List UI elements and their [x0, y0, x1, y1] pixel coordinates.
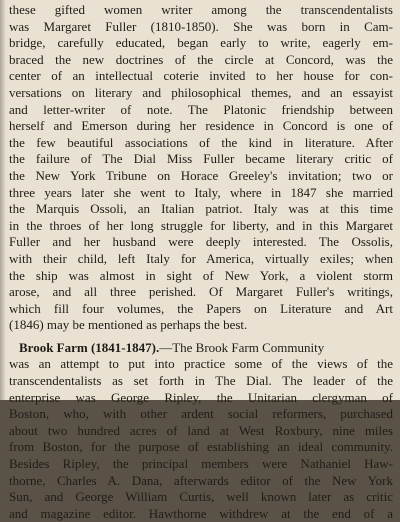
text-line: about two hundred acres of land at West Roxbury, nine miles [9, 422, 393, 438]
text-line: the few beautiful associations of the kind in literature. After [9, 134, 393, 150]
text-line: was an attempt to put into practice some of the views of the [9, 356, 393, 372]
text-line: transcendentalists as set forth in The Dial. The leader of the [9, 373, 393, 389]
text-line: Fuller and her husband were deeply interested. The Ossolis, [9, 234, 393, 250]
text-line: versations on literary and philosophical themes, and an essayist [9, 84, 393, 100]
text-line: the Marquis Ossoli, an Italian patriot. Italy was at this time [9, 201, 393, 217]
text-line: the New York Tribune on Horace Greeley's invitation; two or [9, 167, 393, 183]
text-line: these gifted women writer among the transcendentalists [9, 2, 393, 17]
text-line: center of an intellectual coterie invited to her house for con- [9, 68, 393, 84]
text-line: Besides Ripley, the principal members were Nathaniel Haw- [9, 456, 393, 472]
text-line: enterprise was George Ripley, the Unitarian clergyman of [9, 389, 393, 405]
text-line: and magazine editor. Hawthorne withdrew at the end of a [9, 505, 393, 521]
text-line: in the throes of her long struggle for liberty, and in this Margaret [9, 217, 393, 233]
text-line: Sun, and George William Curtis, well known later as critic [9, 489, 393, 505]
text-line: herself and Emerson during her residence in Concord is one of [9, 118, 393, 134]
text-line: the ship was almost in sight of New York, a violent storm [9, 267, 393, 283]
page-text [9, 2, 393, 522]
text-line: arose, and all three perished. Of Margaret Fuller's writings, [9, 284, 393, 300]
text-line: bridge, carefully educated, began early to write, eagerly em- [9, 35, 393, 51]
text-line: the failure of The Dial Miss Fuller became literary critic of [9, 151, 393, 167]
section-first-line [9, 340, 393, 357]
section-heading: Brook Farm (1841-1847). [19, 339, 160, 355]
text-line: which fill four volumes, the Papers on Literature and Art [9, 300, 393, 316]
text-line: was Margaret Fuller (1810-1850). She was born in Cam- [9, 18, 393, 34]
text-line: three years later she went to Italy, where in 1847 she married [9, 184, 393, 200]
text-line: and letter-writer of note. The Platonic friendship between [9, 101, 393, 117]
text-line: (1846) may be mentioned as perhaps the best. [9, 317, 248, 333]
page-gutter-shadow [0, 0, 6, 400]
text-line: thorne, Charles A. Dana, afterwards editor of the New York [9, 472, 393, 488]
text-line: braced the new doctrines of the circle at Concord, was the [9, 51, 393, 67]
text-line: from Boston, for the purpose of establishing an ideal community. [9, 439, 393, 455]
text-line: with their child, left Italy for America, virtually exiles; when [9, 250, 393, 266]
text-line: Boston, who, with other ardent social reformers, purchased [9, 406, 393, 422]
section-first-line-text: —The Brook Farm Community [159, 339, 325, 355]
